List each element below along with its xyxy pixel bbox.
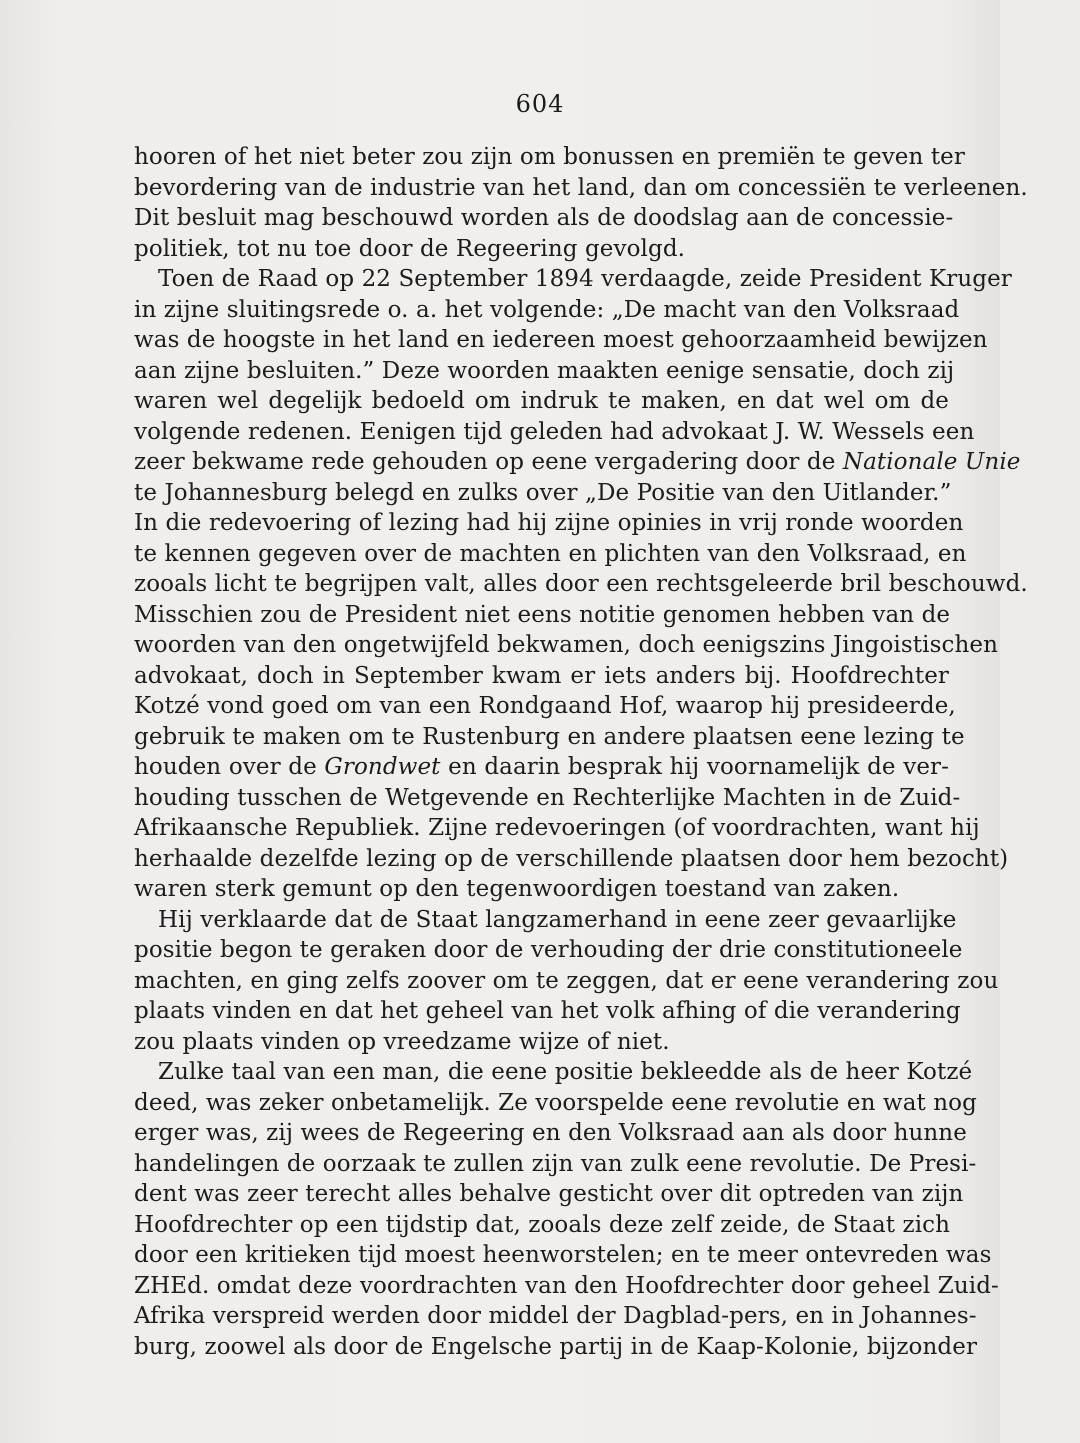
text-line	[134, 447, 1021, 478]
text-line: Zulke taal van een man, die eene positie bekleedde als de heer Kotzé	[158, 1059, 973, 1085]
italic-term: Grondwet	[324, 754, 441, 780]
text-line: ZHEd. omdat deze voordrachten van den Hoofdrechter door geheel Zuid-	[134, 1272, 999, 1299]
text-line: volgende redenen. Eenigen tijd geleden had advokaat J. W. Wessels een	[134, 418, 975, 445]
text-line: deed, was zeker onbetamelijk. Ze voorspelde eene revolutie en wat nog	[134, 1089, 977, 1116]
text-line: zou plaats vinden op vreedzame wijze of niet.	[134, 1028, 670, 1055]
text-line: burg, zoowel als door de Engelsche partij in de Kaap-Kolonie, bijzonder	[134, 1333, 978, 1360]
text-line: aan zijne besluiten.” Deze woorden maakten eenige sensatie, doch zij	[134, 357, 955, 384]
text-line: Hij verklaarde dat de Staat langzamerhand in eene zeer gevaarlijke	[158, 906, 957, 933]
text-line: hooren of het niet beter zou zijn om bonussen en premiën te geven ter	[134, 144, 965, 170]
text-line: advokaat, doch in September kwam er iets anders bij. Hoofdrechter	[134, 662, 949, 689]
text-line: waren wel degelijk bedoeld om indruk te maken, en dat wel om de	[134, 388, 949, 414]
text-segment: houden over de	[134, 754, 325, 780]
text-line: Toen de Raad op 22 September 1894 verdaagde, zeide President Kruger	[158, 266, 1012, 292]
text-line: dent was zeer terecht alles behalve gesticht over dit optreden van zijn	[134, 1181, 964, 1207]
text-line: houding tusschen de Wetgevende en Rechterlijke Machten in de Zuid-	[134, 784, 961, 811]
text-line	[134, 752, 949, 783]
text-line: plaats vinden en dat het geheel van het volk afhing of die verandering	[134, 998, 961, 1024]
text-line: Kotzé vond goed om van een Rondgaand Hof, waarop hij presideerde,	[134, 693, 956, 719]
text-line: Hoofdrechter op een tijdstip dat, zooals deze zelf zeide, de Staat zich	[134, 1211, 951, 1238]
text-line: was de hoogste in het land en iedereen moest gehoorzaamheid bewijzen	[134, 327, 988, 353]
text-line: Afrikaansche Republiek. Zijne redevoeringen (of voordrachten, want hij	[134, 815, 980, 841]
text-line: door een kritieken tijd moest heenworstelen; en te meer ontevreden was	[134, 1242, 992, 1268]
text-line: Misschien zou de President niet eens notitie genomen hebben van de	[134, 601, 951, 628]
text-line: positie begon te geraken door de verhouding der drie constitutioneele	[134, 937, 963, 963]
text-line: woorden van den ongetwijfeld bekwamen, doch eenigszins Jingoistischen	[134, 632, 999, 658]
text-segment: zeer bekwame rede gehouden op eene vergadering door de	[134, 449, 843, 475]
text-line: in zijne sluitingsrede o. a. het volgende: „De macht van den Volksraad	[134, 296, 960, 323]
text-line: bevordering van de industrie van het land, dan om concessiën te verleenen.	[134, 174, 1028, 201]
page-number: 604	[515, 90, 565, 118]
text-line: herhaalde dezelfde lezing op de verschillende plaatsen door hem bezocht)	[134, 845, 1009, 872]
text-line: Afrika verspreid werden door middel der Dagblad-pers, en in Johannes-	[134, 1303, 977, 1329]
body-text	[134, 142, 1028, 1362]
text-line: In die redevoering of lezing had hij zijne opinies in vrij ronde woorden	[134, 510, 964, 536]
italic-term: Nationale Unie	[842, 449, 1021, 475]
text-line: erger was, zij wees de Regeering en den Volksraad aan als door hunne	[134, 1120, 967, 1146]
text-line: gebruik te maken om te Rustenburg en andere plaatsen eene lezing te	[134, 723, 965, 750]
text-line: Dit besluit mag beschouwd worden als de doodslag aan de concessie-	[134, 205, 954, 231]
text-line: te kennen gegeven over de machten en plichten van den Volksraad, en	[134, 540, 967, 567]
text-segment: en daarin besprak hij voornamelijk de ver-	[440, 754, 949, 780]
text-line: waren sterk gemunt op den tegenwoordigen toestand van zaken.	[134, 876, 900, 902]
text-line: te Johannesburg belegd en zulks over „De Positie van den Uitlander.”	[134, 479, 952, 506]
text-line: machten, en ging zelfs zoover om te zeggen, dat er eene verandering zou	[134, 967, 999, 994]
text-line: handelingen de oorzaak te zullen zijn van zulk eene revolutie. De Presi-	[134, 1150, 977, 1177]
text-line: zooals licht te begrijpen valt, alles door een rechtsgeleerde bril beschouwd.	[134, 571, 1028, 597]
text-line: politiek, tot nu toe door de Regeering gevolgd.	[134, 235, 686, 262]
